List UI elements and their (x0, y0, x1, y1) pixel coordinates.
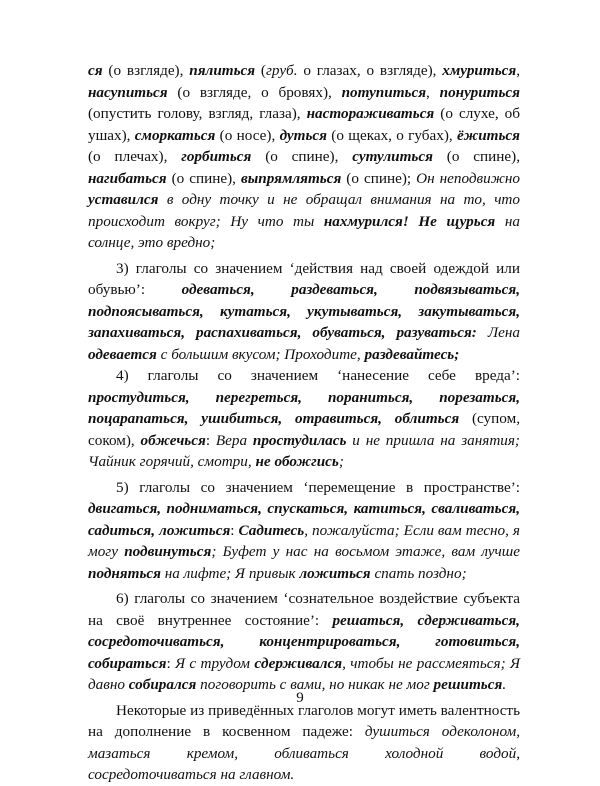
text-run: 3) глаголы со значением ‘действия над своей одеждой или обувью’: (88, 259, 520, 298)
text-run: (о взгляде), (102, 62, 190, 79)
paragraph-item-6 (88, 588, 520, 696)
text-run: (о спине), (166, 169, 241, 187)
text-run: в одну точку и не обращал внимания на то, что происходит вокруг; Ну что ты (88, 191, 520, 230)
text-run: ся (88, 62, 103, 79)
text-run: сморкаться (134, 126, 216, 144)
text-run: Я с трудом (175, 654, 255, 672)
text-run: Он неподвижно (416, 169, 521, 187)
text-run: о глазах, о взгляде), (297, 62, 443, 79)
text-run: и не пришла на занятия; Чайник горячий, смотри, (88, 431, 520, 470)
text-run: : (230, 521, 239, 539)
paragraph-item-4 (88, 365, 520, 473)
text-run: (о спине), (432, 148, 520, 165)
text-run: Вера (215, 431, 253, 449)
text-run: сутулиться (352, 148, 433, 165)
text-run: уставился (88, 191, 159, 208)
text-run: решаться, сдерживаться, сосредоточиваться, концентрироваться, готовиться, собираться (88, 611, 520, 672)
text-run: ; (338, 453, 344, 470)
text-run: (о взгляде, о бровях), (167, 83, 342, 101)
text-run: , чтобы не рассмеяться; Я давно (88, 654, 520, 693)
text-run: собирался (128, 676, 197, 693)
text-run: Лена (476, 324, 520, 341)
text-run: 5) глаголы со значением ‘перемещение в пространстве’: (116, 478, 520, 496)
text-run: (супом, соком), (88, 410, 520, 449)
text-run: (о плечах), (88, 148, 182, 165)
text-run: потупиться (341, 83, 427, 101)
text-run: (о спине); (341, 169, 417, 187)
text-run: подняться (88, 564, 161, 582)
text-run: 4) глаголы со значением ‘нанесение себе вреда’: (116, 367, 520, 384)
paragraph-item-3 (88, 258, 520, 366)
text-run: с большим вкусом; Проходите, (156, 345, 365, 363)
text-run: раздевайтесь; (364, 345, 460, 363)
text-run: Некоторые из приведённых глаголов могут иметь валентность на дополнение в косвенном падеже: (88, 701, 520, 740)
text-run: ложиться (299, 564, 371, 582)
paragraph-conclusion (88, 700, 520, 786)
text-run: простудилась (252, 431, 347, 449)
text-run: настораживаться (306, 105, 435, 122)
text-run: , (426, 83, 440, 101)
text-run: одевается (88, 345, 157, 363)
text-run: не обожгись (255, 453, 339, 470)
text-run: на лифте; Я привык (160, 564, 300, 582)
text-run: (о носе), (215, 126, 280, 144)
text-run: одеваться, раздеваться, подвязываться, подпоясываться, кутаться, укутываться, закутываться, запахиваться, распахиваться, обуваться, разуваться: (88, 281, 520, 341)
text-run: подвинуться (124, 543, 212, 560)
text-run: , пожалуйста; Если вам тесно, я могу (88, 521, 520, 560)
text-run: ёжиться (457, 126, 520, 144)
text-run: спать поздно; (370, 564, 467, 582)
text-run: нахмурился! Не щурься (323, 212, 496, 230)
text-run: (опустить голову, взгляд, глаза), (88, 105, 307, 122)
page-body (88, 60, 520, 786)
text-run: , (516, 62, 520, 79)
text-run: груб. (266, 62, 298, 79)
text-run: 6) глаголы со значением ‘сознательное воздействие субъекта на своё внутреннее состояние’: (88, 590, 520, 629)
text-run: ( (255, 62, 266, 79)
text-run: простудиться, перегреться, пораниться, порезаться, поцарапаться, ушибиться, отравиться, облиться (88, 388, 520, 427)
text-run: двигаться, подниматься, спускаться, катиться, сваливаться, садиться, ложиться (88, 500, 520, 539)
text-run: дуться (279, 126, 327, 144)
text-run: решиться (433, 676, 503, 693)
paragraph-continuation (88, 60, 520, 254)
text-run: пялиться (189, 62, 256, 79)
text-run: (о щеках, о губах), (326, 126, 458, 144)
text-run: хмуриться (442, 62, 517, 79)
text-run: на солнце, это вредно; (88, 212, 520, 251)
text-run: . (502, 676, 507, 693)
text-run: выпрямляться (240, 169, 342, 187)
text-run: душиться одеколоном, мазаться кремом, обливаться холодной водой, сосредоточиваться на главном. (88, 723, 520, 783)
text-run: : (205, 431, 216, 449)
text-run: : (166, 654, 176, 672)
text-run: насупиться (88, 83, 168, 101)
text-run: горбиться (181, 148, 252, 165)
text-run: нагибаться (88, 169, 167, 187)
text-run: понуриться (439, 83, 520, 101)
text-run: обжечься (140, 431, 206, 449)
text-run: ; Буфет у нас на восьмом этаже, вам лучше (211, 543, 520, 560)
text-run: (о слухе, об ушах), (88, 105, 520, 144)
paragraph-item-5 (88, 477, 520, 585)
text-run: Садитесь (238, 521, 305, 539)
text-run: (о спине), (251, 148, 353, 165)
text-run: поговорить с вами, но никак не мог (196, 676, 434, 693)
text-run: сдерживался (254, 654, 343, 672)
page-number: 9 (296, 690, 304, 706)
